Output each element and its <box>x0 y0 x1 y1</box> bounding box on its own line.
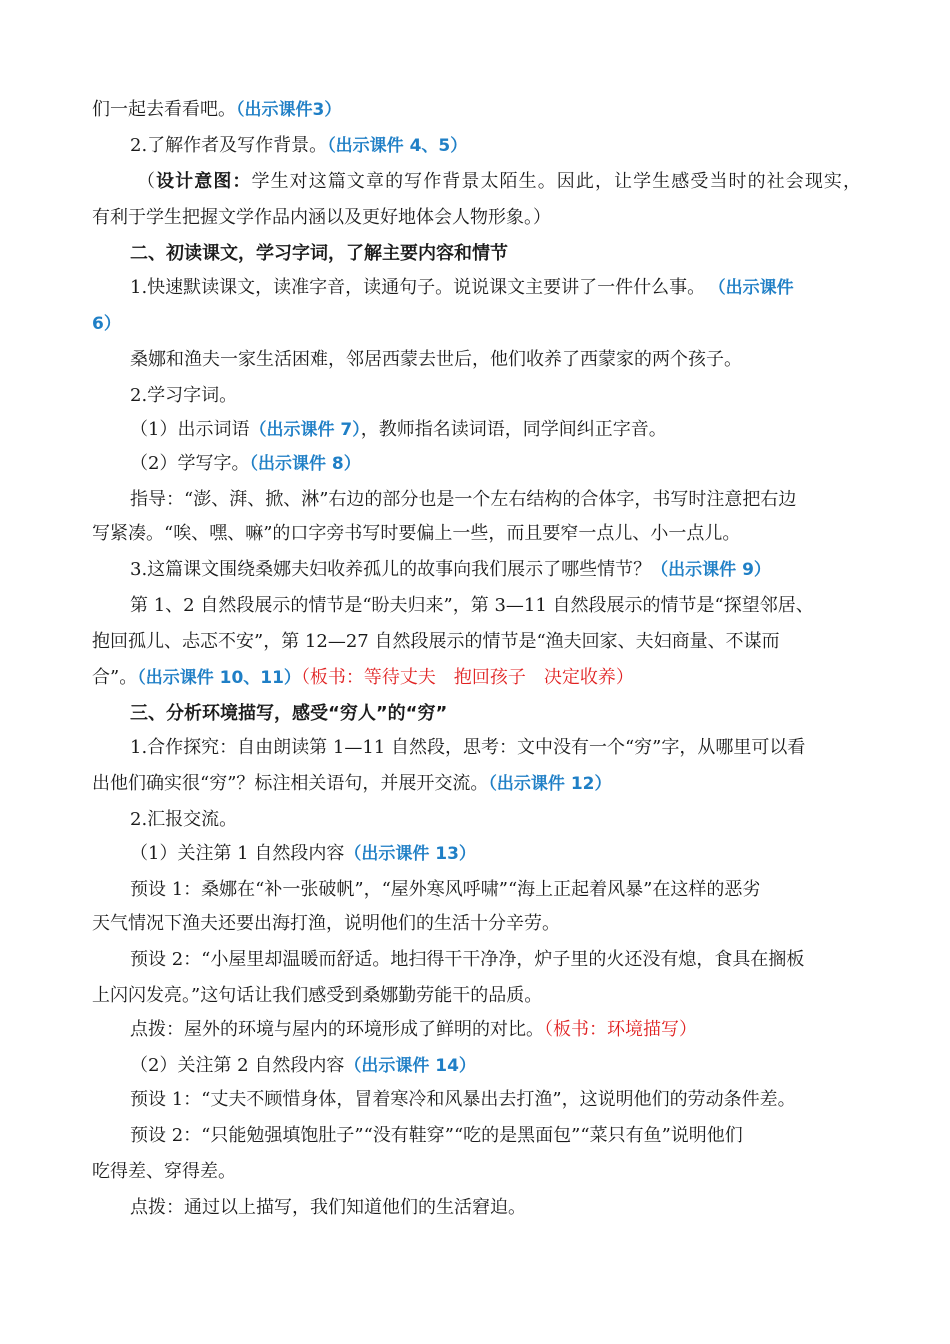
body-text: 抱回孤儿、忐忑不安”，第 12—27 自然段展示的情节是“渔夫回家、夫妇商量、不谋而 <box>92 631 780 652</box>
paren: （ <box>137 171 157 192</box>
body-text: 天气情况下渔夫还要出海打渔，说明他们的生活十分辛劳。 <box>92 913 560 934</box>
text-line-9 <box>130 384 862 408</box>
body-text: 预设 2：“小屋里却温暖而舒适。地扫得干干净净，炉子里的火还没有熄，食具在搁板 <box>130 949 805 970</box>
body-text: 们一起去看看吧。 <box>92 99 236 120</box>
body-text: 上闪闪发亮。”这句话让我们感受到桑娜勤劳能干的品质。 <box>92 985 543 1006</box>
courseware-ref: （出示课件3） <box>236 100 342 120</box>
courseware-ref: （出示课件 4、5） <box>327 136 468 156</box>
courseware-ref: （出示课件 9） <box>651 560 771 580</box>
body-text: 有利于学生把握文学作品内涵以及更好地体会人物形象。） <box>92 207 551 228</box>
body-text: 预设 1：“丈夫不顾惜身体，冒着寒冷和风暴出去打渔”，这说明他们的劳动条件差。 <box>130 1089 796 1110</box>
text-line-30 <box>130 1124 862 1148</box>
body-text: 3.这篇课文围绕桑娜夫妇收养孤儿的故事向我们展示了哪些情节？ <box>130 559 652 580</box>
blackboard-note: （板书：环境描写） <box>544 1019 697 1040</box>
text-line-27 <box>130 1018 862 1042</box>
courseware-ref: （出示课件 8） <box>249 454 361 474</box>
text-line-24 <box>92 912 862 936</box>
body-text: （1）关注第 1 自然段内容 <box>130 843 345 864</box>
text-line-10 <box>130 418 862 442</box>
text-line-1 <box>92 98 862 122</box>
text-line-21 <box>130 808 862 832</box>
text-line-28 <box>130 1054 862 1078</box>
text-line-32 <box>130 1196 862 1220</box>
text-line-15 <box>130 594 862 618</box>
design-intent-line-2 <box>92 206 862 230</box>
courseware-ref: （出示课件 12） <box>488 774 612 794</box>
body-text: 桑娜和渔夫一家生活困难，邻居西蒙去世后，他们收养了西蒙家的两个孩子。 <box>130 349 742 370</box>
body-text: 1.合作探究：自由朗读第 1—11 自然段，思考：文中没有一个“穷”字，从哪里可以看 <box>130 737 806 758</box>
body-text: 出他们确实很“穷”？标注相关语句，并展开交流。 <box>92 773 489 794</box>
body-text: 预设 2：“只能勉强填饱肚子”“没有鞋穿”“吃的是黑面包”“菜只有鱼”说明他们 <box>130 1125 743 1146</box>
body-text: 点拨：屋外的环境与屋内的环境形成了鲜明的对比。 <box>130 1019 544 1040</box>
body-text: （1）出示词语 <box>130 419 250 440</box>
text-line-26 <box>92 984 862 1008</box>
text-line-29 <box>130 1088 862 1112</box>
body-text: （2）关注第 2 自然段内容 <box>130 1055 345 1076</box>
text-line-16 <box>92 630 862 654</box>
text-line-12 <box>130 488 862 512</box>
text-line-17 <box>92 666 862 690</box>
body-text: 点拨：通过以上描写，我们知道他们的生活窘迫。 <box>130 1197 526 1218</box>
text-line-22 <box>130 842 862 866</box>
text-line-25 <box>130 948 862 972</box>
courseware-ref: （出示课件 <box>717 278 794 298</box>
text-line-20 <box>92 772 862 796</box>
text-line-11 <box>130 452 862 476</box>
text-line-8 <box>130 348 862 372</box>
body-text: 吃得差、穿得差。 <box>92 1161 236 1182</box>
section-heading: 二、初读课文，学习字词，了解主要内容和情节 <box>130 243 508 264</box>
courseware-ref: （出示课件 7） <box>249 420 361 440</box>
body-text: 1.快速默读课文，读准字音，读通句子。说说课文主要讲了一件什么事。 <box>130 277 706 298</box>
courseware-ref: （出示课件 10、11） <box>137 668 301 688</box>
body-text: 2.汇报交流。 <box>130 809 238 830</box>
text-line-2 <box>130 134 862 158</box>
body-text: 预设 1：桑娜在“补一张破帆”，“屋外寒风呼啸”“海上正起着风暴”在这样的恶劣 <box>130 879 761 900</box>
body-text: 指导：“澎、湃、掀、淋”右边的部分也是一个左右结构的合体字，书写时注意把右边 <box>130 489 797 510</box>
section-heading-2 <box>130 242 862 266</box>
body-text: （2）学写字。 <box>130 453 250 474</box>
body-text: 第 1、2 自然段展示的情节是“盼夫归来”，第 3—11 自然段展示的情节是“探望邻居、 <box>130 595 814 616</box>
text-line-19 <box>130 736 862 760</box>
body-text: 2.了解作者及写作背景。 <box>130 135 328 156</box>
text-line-13 <box>92 522 862 546</box>
body-text: 写紧凑。“唉、嘿、嘛”的口字旁书写时要偏上一些，而且要窄一点儿、小一点儿。 <box>92 523 741 544</box>
text-line-14 <box>130 558 862 582</box>
text-line-31 <box>92 1160 862 1184</box>
design-intent-label: 设计意图： <box>156 171 252 192</box>
blackboard-note: （板书：等待丈夫 抱回孩子 决定收养） <box>300 667 634 688</box>
courseware-ref: （出示课件 13） <box>344 844 476 864</box>
courseware-ref: 6） <box>92 314 121 334</box>
text-line-6 <box>130 276 862 300</box>
section-heading-3 <box>130 702 862 726</box>
body-text: ，教师指名读词语，同学间纠正字音。 <box>360 419 667 440</box>
section-heading: 三、分析环境描写，感受“穷人”的“穷” <box>130 703 448 724</box>
courseware-ref: （出示课件 14） <box>344 1056 476 1076</box>
text-line-7 <box>92 312 862 336</box>
text-line-23 <box>130 878 862 902</box>
body-text: 学生对这篇文章的写作背景太陌生。因此，让学生感受当时的社会现实， <box>251 171 862 192</box>
body-text: 合”。 <box>92 667 138 688</box>
design-intent-line-1 <box>137 170 861 194</box>
body-text: 2.学习字词。 <box>130 385 238 406</box>
